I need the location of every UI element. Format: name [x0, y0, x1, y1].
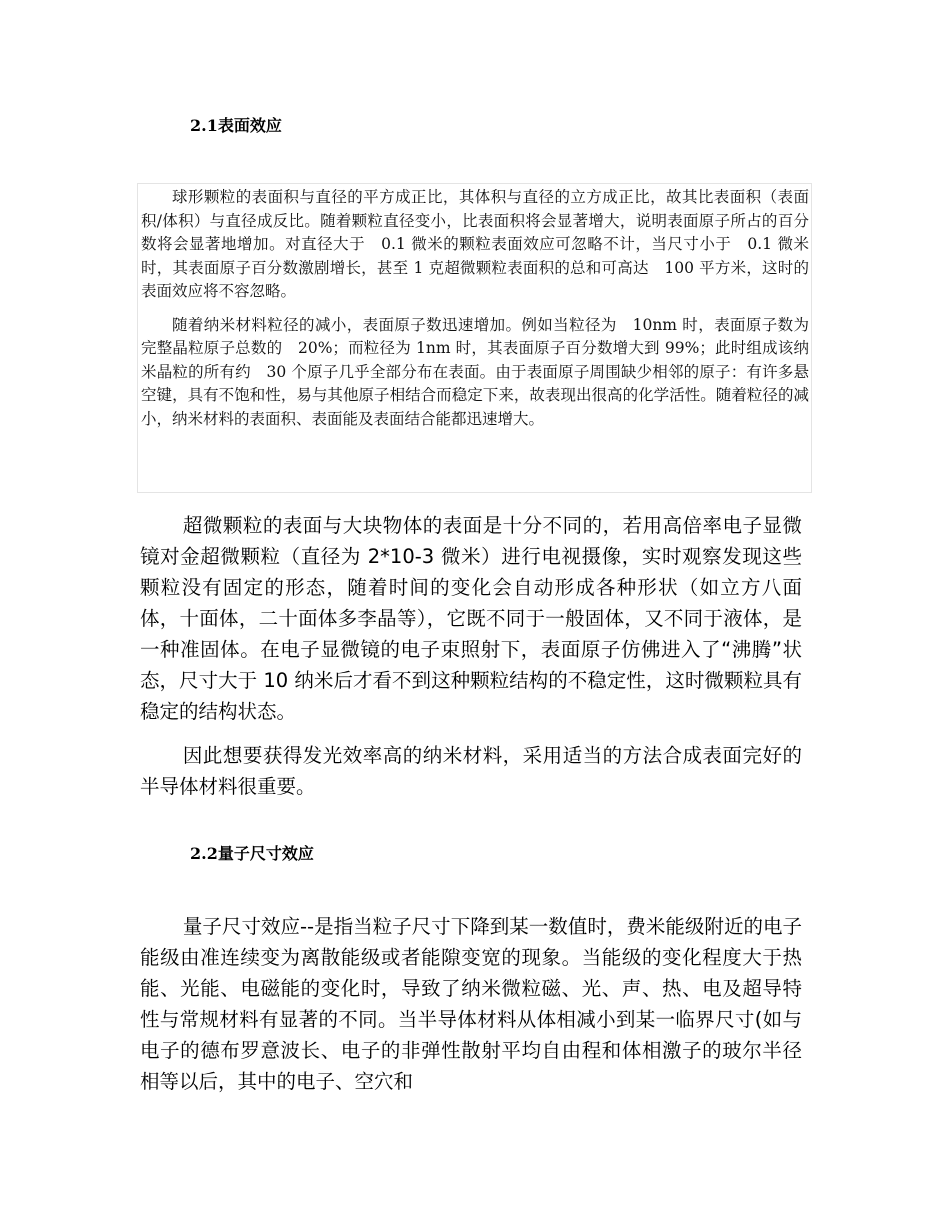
body-paragraph: 量子尺寸效应--是指当粒子尺寸下降到某一数值时，费米能级附近的电子能级由准连续变为离散能级或者能隙变宽的现象。当能级的变化程度大于热能、光能、电磁能的变化时，导致了纳米微粒磁、光、声、热、电及超导特性与常规材料有显著的不同。当半导体材料从体相减小到某一临界尺寸(如与电子的德布罗意波长、电子的非弹性散射平均自由程和体相激子的玻尔半径相等以后，其中的电子、空穴和 [140, 915, 802, 1093]
box-paragraph: 随着纳米材料粒径的减小，表面原子数迅速增加。例如当粒径为 10nm 时，表面原子数为完整晶粒原子总数的 20%；而粒径为 1nm 时，其表面原子百分数增大到 99%；此时组成该纳米晶粒的所有约 30 个原子几乎全部分布在表面。由于表面原子周围缺少相邻的原子：有许多悬空键，具有不饱和性，易与其他原子相结合而稳定下来，故表现出很高的化学活性。随着粒径的减小，纳米材料的表面积、表面能及表面结合能都迅速增大。 [141, 315, 809, 428]
quoted-text-box [137, 183, 812, 493]
body-paragraph: 超微颗粒的表面与大块物体的表面是十分不同的，若用高倍率电子显微镜对金超微颗粒（直径为 2*10-3 微米）进行电视摄像，实时观察发现这些颗粒没有固定的形态，随着时间的变化会自动形成各种形状（如立方八面体，十面体，二十面体多李晶等），它既不同于一般固体，又不同于液体，是一种准固体。在电子显微镜的电子束照射下，表面原子仿佛进入了“沸腾”状态，尺寸大于 10 纳米后才看不到这种颗粒结构的不稳定性，这时微颗粒具有稳定的结构状态。 [140, 514, 802, 723]
box-paragraph: 球形颗粒的表面积与直径的平方成正比，其体积与直径的立方成正比，故其比表面积（表面积/体积）与直径成反比。随着颗粒直径变小，比表面积将会显著增大，说明表面原子所占的百分数将会显著地增加。对直径大于 0.1 微米的颗粒表面效应可忽略不计，当尺寸小于 0.1 微米时，其表面原子百分数激剧增长，甚至 1 克超微颗粒表面积的总和可高达 100 平方米，这时的表面效应将不容忽略。 [141, 188, 809, 300]
section-heading-surface-effect: 2.1表面效应 [190, 116, 282, 135]
body-paragraph: 因此想要获得发光效率高的纳米材料，采用适当的方法合成表面完好的半导体材料很重要。 [140, 744, 802, 798]
section-heading-quantum-size-effect: 2.2量子尺寸效应 [190, 844, 314, 863]
